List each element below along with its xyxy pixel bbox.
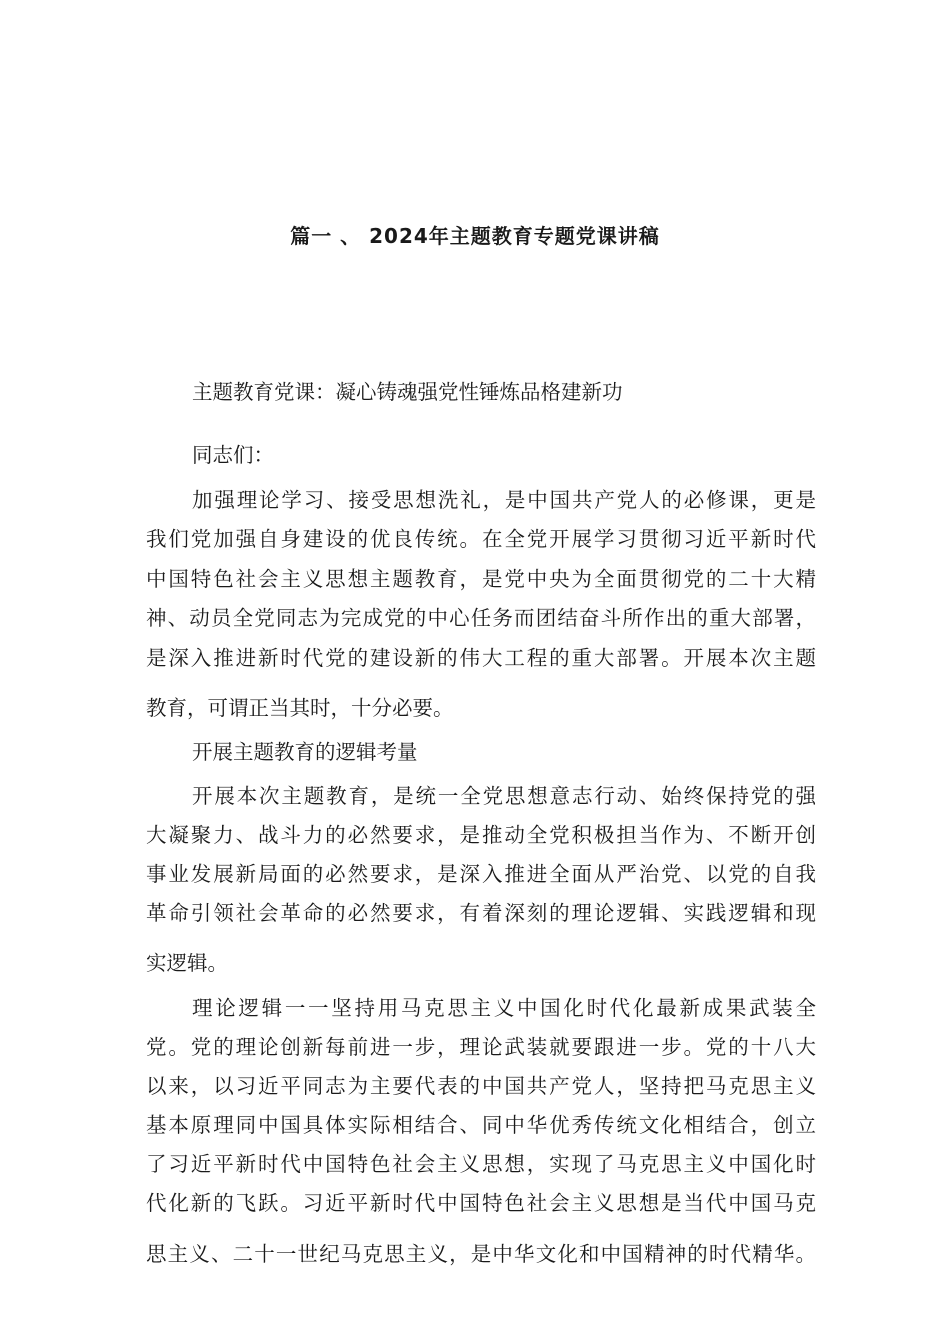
paragraph-line: 加强理论学习、接受思想洗礼，是中国共产党人的必修课，更是 — [192, 488, 816, 512]
paragraph-line: 实逻辑。 — [146, 951, 228, 975]
paragraph-line: 基本原理同中国具体实际相结合、同中华优秀传统文化相结合，创立 — [146, 1113, 816, 1137]
paragraph-line: 思主义、二十一世纪马克思主义，是中华文化和中国精神的时代精华。 — [146, 1242, 816, 1266]
paragraph-line: 我们党加强自身建设的优良传统。在全党开展学习贯彻习近平新时代 — [146, 527, 816, 551]
paragraph-line: 神、动员全党同志为完成党的中心任务而团结奋斗所作出的重大部署， — [146, 606, 816, 630]
paragraph-line: 大凝聚力、战斗力的必然要求，是推动全党积极担当作为、不断开创 — [146, 823, 816, 847]
paragraph-line: 理论逻辑一一坚持用马克思主义中国化时代化最新成果武装全 — [192, 996, 816, 1020]
paragraph-line: 革命引领社会革命的必然要求，有着深刻的理论逻辑、实践逻辑和现 — [146, 901, 816, 925]
subtitle-line: 主题教育党课：凝心铸魂强党性锤炼品格建新功 — [192, 380, 623, 404]
paragraph-line: 代化新的飞跃。习近平新时代中国特色社会主义思想是当代中国马克 — [146, 1191, 816, 1215]
paragraph-line: 党。党的理论创新每前进一步，理论武装就要跟进一步。党的十八大 — [146, 1035, 816, 1059]
paragraph-line: 事业发展新局面的必然要求，是深入推进全面从严治党、以党的自我 — [146, 862, 816, 886]
paragraph-line: 开展本次主题教育，是统一全党思想意志行动、始终保持党的强 — [192, 784, 816, 808]
salutation-line: 同志们： — [192, 443, 274, 467]
section-heading: 开展主题教育的逻辑考量 — [192, 740, 418, 764]
paragraph-line: 教育，可谓正当其时，十分必要。 — [146, 696, 454, 720]
paragraph-line: 以来，以习近平同志为主要代表的中国共产党人，坚持把马克思主义 — [146, 1074, 816, 1098]
document-title: 篇一 、 2024年主题教育专题党课讲稿 — [290, 224, 660, 248]
paragraph-line: 中国特色社会主义思想主题教育，是党中央为全面贯彻党的二十大精 — [146, 567, 816, 591]
paragraph-line: 了习近平新时代中国特色社会主义思想，实现了马克思主义中国化时 — [146, 1152, 816, 1176]
paragraph-line: 是深入推进新时代党的建设新的伟大工程的重大部署。开展本次主题 — [146, 646, 816, 670]
